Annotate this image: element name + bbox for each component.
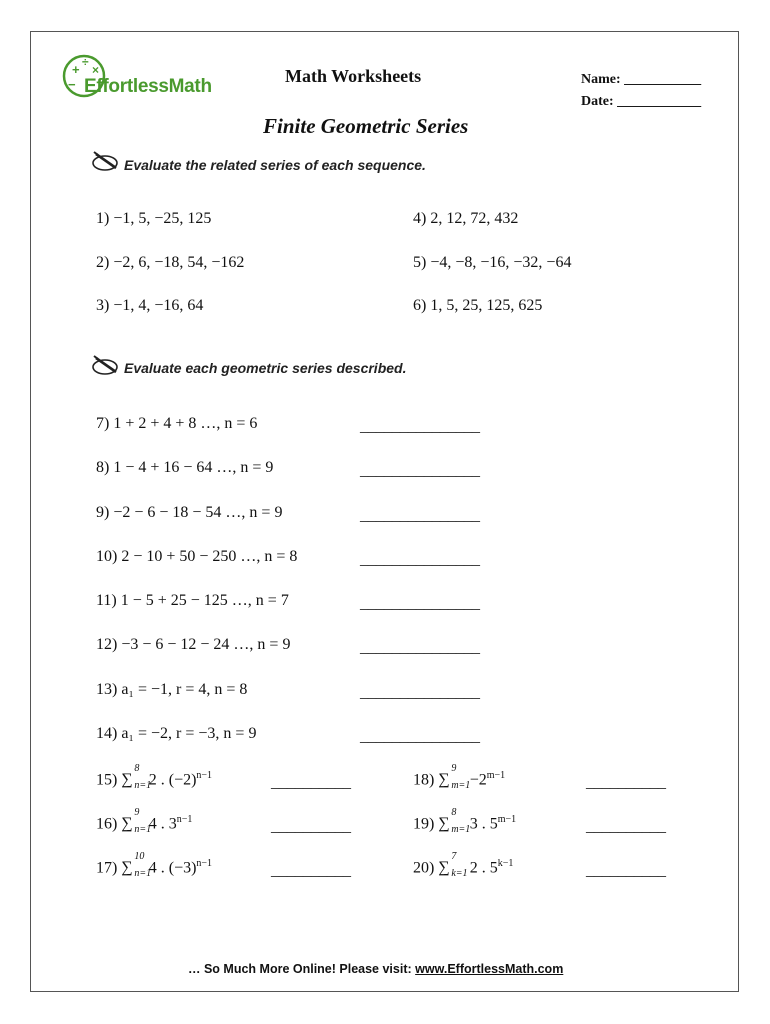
answer-blank[interactable]: _______________ (360, 728, 480, 745)
sigma-icon: ∑ 8 m=1 (438, 807, 471, 836)
problem-15: 15) ∑ 8 n=1 2 . $(-2)^{n-1}$ (96, 763, 213, 792)
sigma-icon: ∑ 7 k=1 (438, 851, 468, 880)
problem-12: 12) −3 − 6 − 12 − 24 …, n = 9 (96, 636, 291, 653)
answer-blank[interactable]: __________ (586, 818, 666, 835)
worksheet-title: Math Worksheets (285, 66, 422, 86)
name-field: Name: ___________ (581, 72, 702, 87)
problem-5: 5) −4, −8, −16, −32, −64 (413, 254, 572, 271)
svg-text:−: − (68, 77, 76, 92)
pencil-icon (90, 354, 120, 376)
problem-18: 18) ∑ 9 m=1 $-2^{m-1}$ (413, 763, 506, 792)
sigma-icon: ∑ 10 n=1 (121, 851, 152, 880)
problem-1: 1) −1, 5, −25, 125 (96, 210, 212, 227)
answer-blank[interactable]: _______________ (360, 418, 480, 435)
website-link[interactable]: www.EffortlessMath.com (415, 962, 564, 976)
answer-blank[interactable]: __________ (271, 774, 351, 791)
sigma-icon: ∑ 8 n=1 (121, 763, 152, 792)
answer-blank[interactable]: _______________ (360, 507, 480, 524)
problem-4: 4) 2, 12, 72, 432 (413, 210, 519, 227)
answer-blank[interactable]: __________ (271, 862, 351, 879)
problem-7: 7) 1 + 2 + 4 + 8 …, n = 6 (96, 415, 258, 432)
answer-blank[interactable]: _______________ (360, 462, 480, 479)
svg-text:+: + (72, 62, 80, 77)
sigma-icon: ∑ 9 n=1 (121, 807, 152, 836)
problem-2: 2) −2, 6, −18, 54, −162 (96, 254, 245, 271)
svg-text:×: × (92, 63, 100, 77)
svg-text:÷: ÷ (82, 55, 89, 69)
answer-blank[interactable]: _______________ (360, 684, 480, 701)
answer-blank[interactable]: _______________ (360, 551, 480, 568)
answer-blank[interactable]: __________ (271, 818, 351, 835)
section1-instruction: Evaluate the related series of each sequence. (124, 157, 426, 173)
problem-16: 16) ∑ 9 n=1 4 . $3^{n-1}$ (96, 807, 193, 836)
logo-text: EffortlessMath (84, 76, 212, 97)
problem-8: 8) 1 − 4 + 16 − 64 …, n = 9 (96, 459, 274, 476)
problem-10: 10) 2 − 10 + 50 − 250 …, n = 8 (96, 548, 298, 565)
answer-blank[interactable]: __________ (586, 774, 666, 791)
problem-11: 11) 1 − 5 + 25 − 125 …, n = 7 (96, 592, 289, 609)
date-field: Date: ____________ (581, 94, 702, 109)
problem-9: 9) −2 − 6 − 18 − 54 …, n = 9 (96, 504, 283, 521)
pencil-icon (90, 150, 120, 172)
footer: … So Much More Online! Please visit: www.EffortlessMath.com (188, 962, 564, 976)
page-title: Finite Geometric Series (263, 114, 469, 138)
problem-17: 17) ∑ 10 n=1 4 . $(-3)^{n-1}$ (96, 851, 213, 880)
problem-6: 6) 1, 5, 25, 125, 625 (413, 297, 543, 314)
problem-13: 13) a₁ = −1, r = 4, n = 8 (96, 681, 248, 698)
sigma-icon: ∑ 9 m=1 (438, 763, 471, 792)
section2-instruction: Evaluate each geometric series described. (124, 360, 407, 376)
problem-3: 3) −1, 4, −16, 64 (96, 297, 204, 314)
answer-blank[interactable]: _______________ (360, 595, 480, 612)
problem-19: 19) ∑ 8 m=1 3 . $5^{m-1}$ (413, 807, 517, 836)
answer-blank[interactable]: __________ (586, 862, 666, 879)
problem-14: 14) a₁ = −2, r = −3, n = 9 (96, 725, 257, 742)
problem-20: 20) ∑ 7 k=1 2 . $5^{k-1}$ (413, 851, 514, 880)
answer-blank[interactable]: _______________ (360, 639, 480, 656)
